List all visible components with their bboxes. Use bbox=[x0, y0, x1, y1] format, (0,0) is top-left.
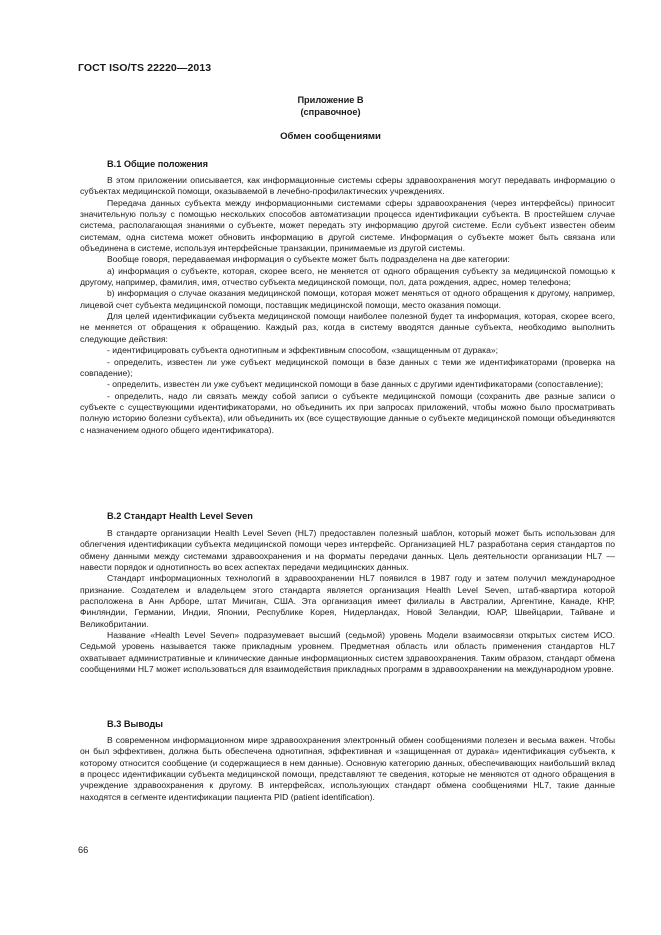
list-item: b) информация о случае оказания медицинской помощи, которая может меняться от одного обращения к другому, например, лицевой счет субъекта медицинской помощи, поставщик медицинской помощи, место оказания помощи. bbox=[80, 288, 615, 310]
appendix-title: Приложение В bbox=[297, 95, 364, 105]
section-body bbox=[80, 735, 615, 803]
paragraph: Передача данных субъекта между информационными системами сферы здравоохранения (через интерфейсы) приносит значительную пользу с помощью нескольких способов автоматизации процесса идентификации субъекта. В простейшем случае система, располагающая знаниями о субъекте, может передать эту информацию другой системе. Если субъект известен обеим системам, одна система может обновить информацию в другой системе. Информация о субъекте может быть связана или объединена в системе, используя интерфейсные транзакции, принимаемые из другой системы. bbox=[80, 197, 615, 254]
list-item: - идентифицировать субъекта однотипным и эффективным способом, «защищенным от дурака»; bbox=[107, 345, 499, 356]
paragraph: В этом приложении описывается, как информационные системы сферы здравоохранения могут передавать информацию о субъектах медицинской помощи, оказываемой в лечебно-профилактических учреждениях. bbox=[80, 175, 615, 197]
paragraph: Название «Health Level Seven» подразумевает высший (седьмой) уровень Модели взаимосвязи открытых систем ИСО. Седьмой уровень называется также прикладным уровнем. Предметная область или область применения стандартов HL7 охватывает административные и клинические данные информационных систем здравоохранения. Таким образом, стандарт обмена сообщениями HL7 может использоваться для взаимодействия прикладных программ в здравоохранении на международном уровне. bbox=[80, 630, 615, 675]
paragraph: Стандарт информационных технологий в здравоохранении HL7 появился в 1987 году и затем получил международное признание. Создателем и владельцем этого стандарта является организация Health Level Seven, штаб-квартира которой расположена в Анн Арборе, штат Мичиган, США. Эта организация имеет филиалы в Австралии, Аргентине, Канаде, КНР, Финляндии, Германии, Индии, Японии, Республике Корея, Нидерландах, Новой Зеландии, ЮАР, Швейцарии, Тайване и Великобритании. bbox=[80, 573, 615, 629]
section-heading: В.2 Стандарт Health Level Seven bbox=[107, 511, 253, 521]
paragraph: В современном информационном мире здравоохранения электронный обмен сообщениями полезен и весьма важен. Чтобы он был эффективен, должна быть обеспечена однотипная, эффективная и «защищенная от дурака» идентификация субъекта, к которому относится сообщение (и содержащиеся в нем данные). Основную категорию данных, обеспечивающих наибольший вклад в процесс идентификации субъекта медицинской помощи, представляют те сведения, которые не меняются от одного обращения в учреждение здравоохранения к другому. В интерфейсах, использующих стандарт обмена сообщениями HL7, такие данные находятся в сегменте идентификации пациента PID (patient identification). bbox=[80, 735, 615, 802]
section-heading: В.3 Выводы bbox=[107, 719, 164, 729]
main-title: Обмен сообщениями bbox=[280, 131, 381, 142]
page-number: 66 bbox=[78, 845, 89, 855]
section-heading: В.1 Общие положения bbox=[107, 159, 208, 169]
section-body bbox=[80, 175, 615, 436]
section-body bbox=[80, 528, 615, 675]
standard-header: ГОСТ ISO/TS 22220—2013 bbox=[78, 62, 212, 74]
paragraph: Для целей идентификации субъекта медицинской помощи наиболее полезной будет та информация, которая, скорее всего, не меняется от обращения к обращению. Каждый раз, когда в систему вводятся данные субъекта, необходимо выполнить следующие действия: bbox=[80, 311, 615, 344]
appendix-subtitle: (справочное) bbox=[300, 107, 361, 117]
list-item: - определить, надо ли связать между собой записи о субъекте медицинской помощи (сохранить две разные записи о субъекте с существующими идентификаторами, но объединить их при запросах приложений, чтобы можно было просматривать полную историю болезни субъекта), или объединить их (все существующие данные о субъекте медицинской помощи объединяются с назначением одного общего идентификатора). bbox=[80, 390, 615, 435]
paragraph: В стандарте организации Health Level Seven (HL7) предоставлен полезный шаблон, который может быть использован для облегчения идентификации субъекта медицинской помощи через интерфейс. Организацией HL7 разработана серия стандартов по обмену данными между системами здравоохранения и на форматы передачи данных. Цель деятельности организации HL7 — навести порядок и однотипность во всех аспектах передачи медицинских данных. bbox=[80, 528, 615, 573]
paragraph: Вообще говоря, передаваемая информация о субъекте может быть подразделена на две категории: bbox=[107, 254, 510, 265]
list-item: - определить, известен ли уже субъект медицинской помощи в базе данных с другими идентификаторами (сопоставление); bbox=[107, 379, 604, 390]
list-item: а) информация о субъекте, которая, скорее всего, не меняется от одного обращения субъекту за медицинской помощью к другому, например, фамилия, имя, отчество субъекта медицинской помощи, пол, дата рождения, адрес, номер телефона; bbox=[80, 265, 615, 288]
list-item: - определить, известен ли уже субъект медицинской помощи в базе данных с теми же идентификаторами (проверка на совпадение); bbox=[80, 356, 615, 378]
